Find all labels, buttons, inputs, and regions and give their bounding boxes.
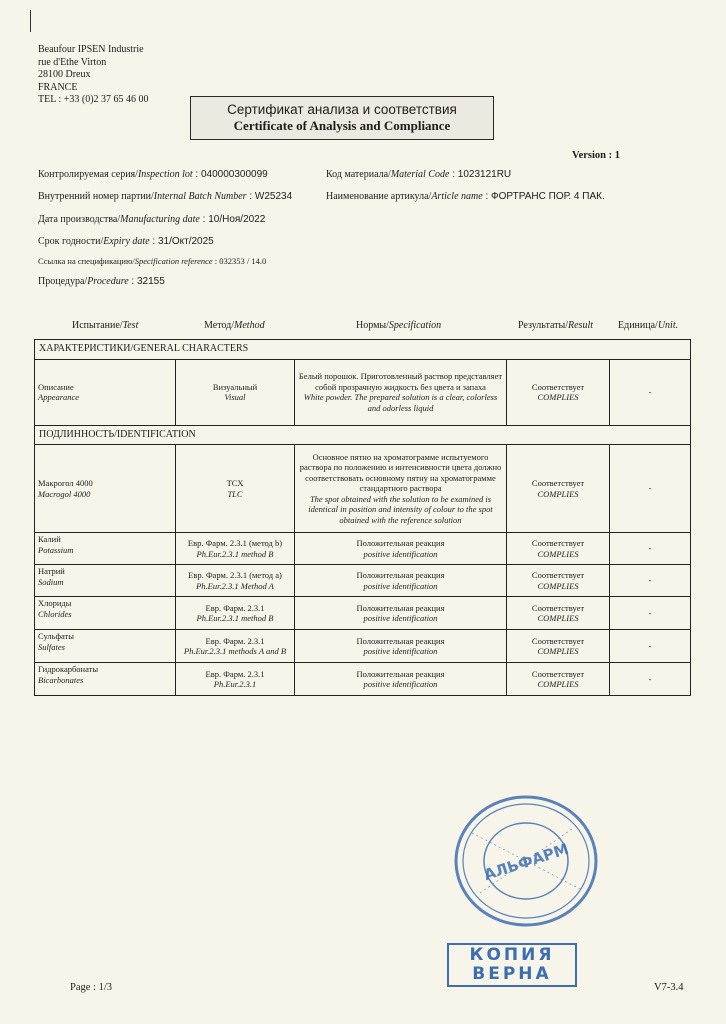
column-header-method xyxy=(204,320,265,331)
test-ru: Хлориды xyxy=(38,598,72,608)
field-label-ru: Ссылка на спецификацию/ xyxy=(38,256,135,266)
test-cell xyxy=(35,597,176,630)
spec-cell xyxy=(295,630,507,663)
header-en: Method xyxy=(234,320,265,331)
spec-en: positive identification xyxy=(363,580,438,591)
field-value: : 032353 / 14.0 xyxy=(212,256,267,266)
header-ru: Нормы/ xyxy=(356,320,389,331)
header-en: Test xyxy=(122,320,139,331)
field-label-en: Material Code xyxy=(390,169,450,180)
field-label-ru: Внутренний номер партии/ xyxy=(38,191,154,202)
section-identification: ПОДЛИННОСТЬ/IDENTIFICATION xyxy=(35,425,691,445)
method-ru: Евр. Фарм. 2.3.1 (метод а) xyxy=(188,570,282,580)
result-ru: Соответствует xyxy=(531,602,585,613)
test-ru: Натрий xyxy=(38,566,65,576)
spec-cell xyxy=(295,445,507,533)
unit-cell: - xyxy=(610,359,691,425)
document-title-box xyxy=(190,96,494,140)
result-cell xyxy=(507,359,610,425)
spec-cell xyxy=(295,533,507,565)
address-line: rue d'Ethe Virton xyxy=(38,56,107,68)
procedure-field xyxy=(38,276,165,287)
spec-en: positive identification xyxy=(363,548,438,559)
test-ru: Гидрокарбонаты xyxy=(38,664,99,674)
unit-cell: - xyxy=(610,597,691,630)
result-en: COMPLIES xyxy=(537,679,579,689)
spec-ru: Положительная реакция xyxy=(356,668,445,679)
method-en: Ph.Eur.2.3.1 Method A xyxy=(196,580,274,591)
field-label-en: Procedure xyxy=(87,276,129,287)
test-en: Potassium xyxy=(38,544,74,555)
section-general-characters: ХАРАКТЕРИСТИКИ/GENERAL CHARACTERS xyxy=(35,340,691,360)
field-label-ru: Дата производства/ xyxy=(38,214,121,225)
result-cell xyxy=(507,630,610,663)
spec-cell xyxy=(295,359,507,425)
field-label-en: Article name xyxy=(431,191,483,202)
result-ru: Соответствует xyxy=(531,570,585,580)
test-ru: Макрогол 4000 xyxy=(38,478,93,488)
table-row xyxy=(35,533,691,565)
company-address xyxy=(38,44,149,107)
batch-number-field xyxy=(38,191,292,202)
section-row xyxy=(35,425,691,445)
method-en: Visual xyxy=(224,392,246,402)
test-en: Sodium xyxy=(38,576,64,587)
field-label-ru: Процедура/ xyxy=(38,276,88,287)
method-ru: Евр. Фарм. 2.3.1 xyxy=(205,602,265,613)
unit-cell: - xyxy=(610,630,691,663)
test-cell xyxy=(35,359,176,425)
result-ru: Соответствует xyxy=(531,478,585,488)
field-value: : ФОРТРАНС ПОР. 4 ПАК. xyxy=(482,191,605,202)
address-line: FRANCE xyxy=(38,81,78,93)
field-value: : 32155 xyxy=(128,276,165,287)
table-row xyxy=(35,663,691,696)
result-cell xyxy=(507,663,610,696)
spec-cell xyxy=(295,565,507,597)
method-cell xyxy=(176,597,295,630)
field-label-en: Manufacturing date xyxy=(120,214,200,225)
method-ru: ТСХ xyxy=(226,478,244,488)
field-value: : 1023121RU xyxy=(449,169,512,180)
page-number: Page : 1/3 xyxy=(70,982,112,993)
table-row xyxy=(35,445,691,533)
table-row xyxy=(35,565,691,597)
spec-en: positive identification xyxy=(363,646,438,656)
title-russian: Сертификат анализа и соответствия xyxy=(227,102,457,117)
spec-en: The spot obtained with the solution to be examined is identical in position and intensity of colour to the spot obtained with the reference solution xyxy=(308,493,493,525)
test-cell xyxy=(35,533,176,565)
result-en: COMPLIES xyxy=(537,613,579,623)
version-label: Version : 1 xyxy=(571,150,620,161)
expiry-date-field xyxy=(38,236,214,247)
scan-mark xyxy=(30,10,31,32)
result-ru: Соответствует xyxy=(531,668,585,679)
column-header-test xyxy=(72,320,138,331)
article-name-field xyxy=(326,191,605,202)
result-ru: Соответствует xyxy=(531,635,585,646)
field-value: : 10/Ноя/2022 xyxy=(199,214,266,225)
address-line: 28100 Dreux xyxy=(38,69,91,80)
method-cell xyxy=(176,663,295,696)
result-en: COMPLIES xyxy=(537,488,579,499)
spec-ru: Положительная реакция xyxy=(356,538,445,548)
field-value: : W25234 xyxy=(246,191,293,202)
header-ru: Метод/ xyxy=(204,320,235,331)
copy-stamp-line2: ВЕРНА xyxy=(472,964,552,984)
spec-ru: Положительная реакция xyxy=(356,602,445,613)
method-en: Ph.Eur.2.3.1 method B xyxy=(196,548,274,559)
field-label-en: Specification reference xyxy=(134,256,213,266)
test-ru: Калий xyxy=(38,534,61,544)
method-cell xyxy=(176,445,295,533)
result-en: COMPLIES xyxy=(537,580,579,591)
table-row xyxy=(35,359,691,425)
method-cell xyxy=(176,565,295,597)
test-cell xyxy=(35,565,176,597)
section-row xyxy=(35,340,691,360)
unit-cell: - xyxy=(610,663,691,696)
spec-ru: Основное пятно на хроматограмме испытуемого раствора по положению и интенсивности цвета должно соответствовать основному пятну на хроматограмме стандартного раствора xyxy=(299,451,502,494)
test-ru: Описание xyxy=(38,381,74,392)
result-cell xyxy=(507,445,610,533)
field-label-ru: Код материала/ xyxy=(326,169,391,180)
result-en: COMPLIES xyxy=(537,548,579,559)
test-ru: Сульфаты xyxy=(38,631,74,641)
method-cell xyxy=(176,630,295,663)
test-cell xyxy=(35,663,176,696)
header-ru: Результаты/ xyxy=(518,320,568,331)
header-ru: Единица/ xyxy=(618,320,658,331)
material-code-field xyxy=(326,169,511,180)
spec-ru: Положительная реакция xyxy=(356,570,445,580)
address-phone: TEL : +33 (0)2 37 65 46 00 xyxy=(38,94,149,105)
round-seal-stamp xyxy=(452,793,600,929)
method-en: TLC xyxy=(227,488,243,499)
spec-en: positive identification xyxy=(363,679,438,689)
spec-ru: Положительная реакция xyxy=(356,635,445,646)
test-en: Bicarbonates xyxy=(38,674,84,685)
inspection-lot-field xyxy=(38,169,268,180)
method-en: Ph.Eur.2.3.1 methods A and B xyxy=(183,646,287,656)
field-label-ru: Срок годности/ xyxy=(38,236,104,247)
form-code: V7-3.4 xyxy=(654,982,684,993)
method-en: Ph.Eur.2.3.1 method B xyxy=(196,613,274,623)
field-label-ru: Наименование артикула/ xyxy=(326,191,432,202)
field-value: : 040000300099 xyxy=(192,169,268,180)
method-cell xyxy=(176,533,295,565)
result-en: COMPLIES xyxy=(537,392,579,402)
header-en: Result xyxy=(568,320,593,331)
test-en: Appearance xyxy=(38,392,80,402)
method-ru: Евр. Фарм. 2.3.1 (метод b) xyxy=(187,538,283,548)
column-header-result xyxy=(518,320,593,331)
title-english: Certificate of Analysis and Compliance xyxy=(233,118,451,133)
unit-cell: - xyxy=(610,445,691,533)
method-en: Ph.Eur.2.3.1 xyxy=(213,679,257,689)
spec-ru: Белый порошок. Приготовленный раствор представляет собой прозрачную жидкость без цвета и запаха xyxy=(298,371,503,392)
result-en: COMPLIES xyxy=(537,646,579,656)
test-cell xyxy=(35,445,176,533)
copy-stamp-line1: КОПИЯ xyxy=(469,945,555,965)
result-ru: Соответствует xyxy=(531,381,585,392)
spec-en: positive identification xyxy=(363,613,438,623)
test-en: Chlorides xyxy=(38,608,72,619)
manufacturing-date-field xyxy=(38,214,265,225)
result-cell xyxy=(507,597,610,630)
copy-verified-stamp xyxy=(447,943,577,987)
table-row xyxy=(35,630,691,663)
result-cell xyxy=(507,533,610,565)
test-en: Macrogol 4000 xyxy=(38,488,91,499)
method-ru: Визуальный xyxy=(212,381,258,392)
table-row xyxy=(35,597,691,630)
method-ru: Евр. Фарм. 2.3.1 xyxy=(205,668,265,679)
spec-en: White powder. The prepared solution is a clear, colorless and odorless liquid xyxy=(303,392,498,413)
field-label-en: Expiry date xyxy=(103,236,150,247)
method-cell xyxy=(176,359,295,425)
column-header-unit xyxy=(618,320,678,331)
header-en: Specification xyxy=(388,320,442,331)
seal-text: АЛЬФАРМ xyxy=(481,839,571,885)
result-ru: Соответствует xyxy=(531,538,585,548)
test-cell xyxy=(35,630,176,663)
method-ru: Евр. Фарм. 2.3.1 xyxy=(205,635,265,646)
field-label-ru: Контролируемая серия/ xyxy=(38,169,138,180)
header-ru: Испытание/ xyxy=(72,320,123,331)
header-en: Unit. xyxy=(657,320,679,331)
field-value: : 31/Окт/2025 xyxy=(149,236,214,247)
spec-cell xyxy=(295,663,507,696)
unit-cell: - xyxy=(610,565,691,597)
test-en: Sulfates xyxy=(38,641,65,652)
field-label-en: Internal Batch Number xyxy=(153,191,247,202)
address-line: Beaufour IPSEN Industrie xyxy=(38,44,144,55)
unit-cell: - xyxy=(610,533,691,565)
results-table xyxy=(34,339,691,696)
specification-reference-field xyxy=(38,256,266,266)
field-label-en: Inspection lot xyxy=(137,169,193,180)
spec-cell xyxy=(295,597,507,630)
column-header-specification xyxy=(356,320,441,331)
result-cell xyxy=(507,565,610,597)
